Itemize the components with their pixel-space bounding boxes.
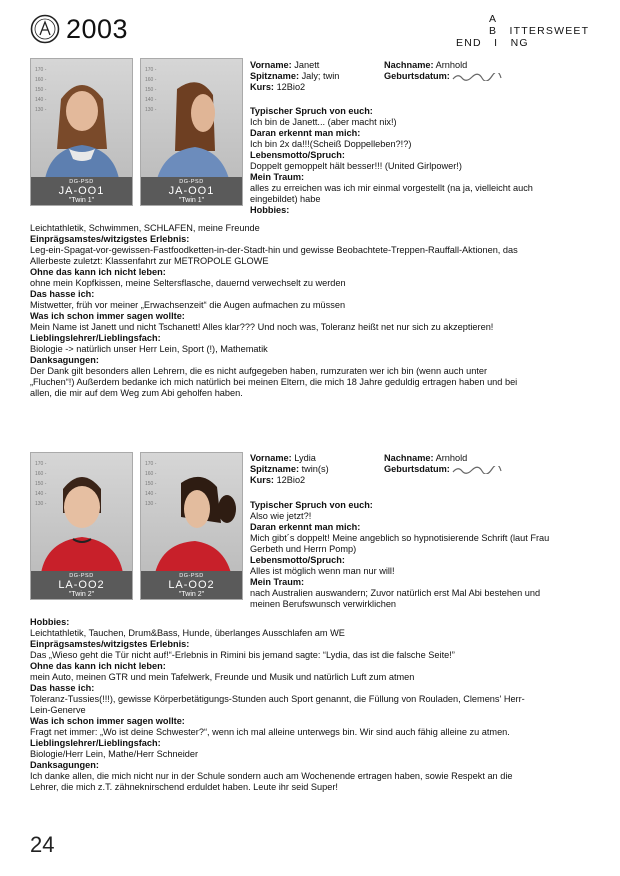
- profile-details-right: Typischer Spruch von euch: Also wie jetzt?! Daran erkennt man mich: Mich gibt´s doppelt! Meine angeblich so hypnotisierende Schrift (laut Frau Gerbeth und Herrn Pomp) Lebensmotto/Spruch: Alles ist möglich wenn man nur will! Mein Traum: nach Australien auswandern; Zuvor natürlich erst Mal Abi bestehen und meinen Berufswunsch verwirklichen: [250, 500, 550, 609]
- bittersweet-line2: B ITTERSWEET: [489, 25, 590, 37]
- bittersweet-line1: A: [489, 13, 498, 25]
- redacted-scribble-icon: [452, 73, 502, 81]
- nachname-row: Nachname: Arnhold: [384, 60, 468, 70]
- person-profile-icon: [141, 453, 243, 573]
- name-plate: DG-PSD LA-OO2 "Twin 2": [31, 571, 132, 599]
- name-plate: DG-PSD JA-OO1 "Twin 1": [141, 177, 242, 205]
- vorname-row: Vorname: Lydia: [250, 453, 316, 463]
- person-profile-icon: [141, 59, 243, 179]
- profile-details-full: Hobbies: Leichtathletik, Tauchen, Drum&Bass, Hunde, überlanges Ausschlafen am WE Einprägsamstes/witzigstes Erlebnis: Das „Wieso geht die Tür nicht auf!“-Erlebnis in Rimini bis jemand sagte: “Lydia, das ist die falsche Seite!” Ohne das kann ich nicht leben: mein Auto, meinen GTR und mein Tafelwerk, Freunde und Musik und natürlich Luft zum atmen Das hasse ich: Toleranz-Tussies(!!!), gewisse Körperbetätigungs-Stunden auch Sport genannt, die Füllung von Rouladen, Clemens' Herr- Lein-Generve Was ich schon immer sagen wollte: Fragt net immer: „Wo ist deine Schwester?“, wenn ich mal alleine unterwegs bin. Wir sind auch fähig alleine zu atmen. Lieblingslehrer/Lieblingsfach: Biologie/Herr Lein, Mathe/Herr Schneider Danksagungen: Ich danke allen, die mich nicht nur in der Schule sondern auch am Wochenende ertragen haben, sowie Respekt an die Lehrer, die mich z.T. zähneknirschend erduldet haben. Leute ihr seid Super!: [30, 617, 525, 792]
- name-plate: DG-PSD JA-OO1 "Twin 1": [31, 177, 132, 205]
- kurs-row: Kurs: 12Bio2: [250, 475, 306, 485]
- mugshot-photo-front: 170 - 160 - 150 - 140 - 130 - DG-PSD JA-OO1 "Twin 1": [30, 58, 133, 206]
- person-silhouette-icon: [31, 453, 133, 573]
- profile-details-full: Leichtathletik, Schwimmen, SCHLAFEN, meine Freunde Einprägsamstes/witzigstes Erlebnis: Leg-ein-Spagat-vor-gewissen-Fastfoodketten-in-der-Stadt-hin und gewisse Beobachtete-Treppen-Rauffall-Aktionen, das Allerbeste zuletzt: Klassenfahrt zur METROPOLE GLOWE Ohne das kann ich nicht leben: ohne mein Kopfkissen, meine Seltersflasche, dauernd verwechselt zu werden Das hasse ich: Mistwetter, früh vor meiner „Erwachsenzeit“ die Augen aufmachen zu müssen Was ich schon immer sagen wollte: Mein Name ist Janett und nicht Tschanett! Alles klar??? Und noch was, Toleranz heißt net nur sich zu akzeptieren! Lieblingslehrer/Lieblingsfach: Biologie -> natürlich unser Herr Lein, Sport (!), Mathematik Danksagungen: Der Dank gilt besonders allen Lehrern, die es nicht aufgegeben haben, rumzuraten wer ich bin (wenn auch unter „Fluchen“!) Außerdem bedanke ich mich natürlich bei meinen Eltern, die mich 18 Jahre geduldig ertragen haben und bei allen, die mir auf dem Weg zum Abi geholfen haben.: [30, 223, 518, 398]
- person-silhouette-icon: [31, 59, 133, 179]
- geburtsdatum-row: Geburtsdatum:: [384, 464, 502, 475]
- redacted-scribble-icon: [452, 466, 502, 474]
- kurs-row: Kurs: 12Bio2: [250, 82, 306, 92]
- name-plate: DG-PSD LA-OO2 "Twin 2": [141, 571, 242, 599]
- bittersweet-line3: END I NG: [456, 37, 529, 49]
- school-logo-icon: [30, 14, 60, 44]
- vorname-row: Vorname: Janett: [250, 60, 320, 70]
- mugshot-photo-profile: 170 - 160 - 150 - 140 - 130 - DG-PSD JA-OO1 "Twin 1": [140, 58, 243, 206]
- geburtsdatum-row: Geburtsdatum:: [384, 71, 502, 82]
- nachname-row: Nachname: Arnhold: [384, 453, 468, 463]
- page-number: 24: [30, 832, 55, 857]
- mugshot-photo-front: 170 - 160 - 150 - 140 - 130 - DG-PSD LA-OO2 "Twin 2": [30, 452, 133, 600]
- mugshot-photo-profile: 170 - 160 - 150 - 140 - 130 - DG-PSD LA-OO2 "Twin 2": [140, 452, 243, 600]
- spitzname-row: Spitzname: Jaly; twin: [250, 71, 340, 81]
- profile-details-right: Typischer Spruch von euch: Ich bin de Janett... (aber macht nix!) Daran erkennt man mich: Ich bin 2x da!!!(Scheiß Doppelleben?!?) Lebensmotto/Spruch: Doppelt gemoppelt hält besser!!! (United Girlpower!) Mein Traum: alles zu erreichen was ich mir einmal vorgestellt (na ja, vielleicht auch eingebildet) habe Hobbies:: [250, 106, 533, 215]
- header-year: 2003: [66, 14, 129, 44]
- spitzname-row: Spitzname: twin(s): [250, 464, 329, 474]
